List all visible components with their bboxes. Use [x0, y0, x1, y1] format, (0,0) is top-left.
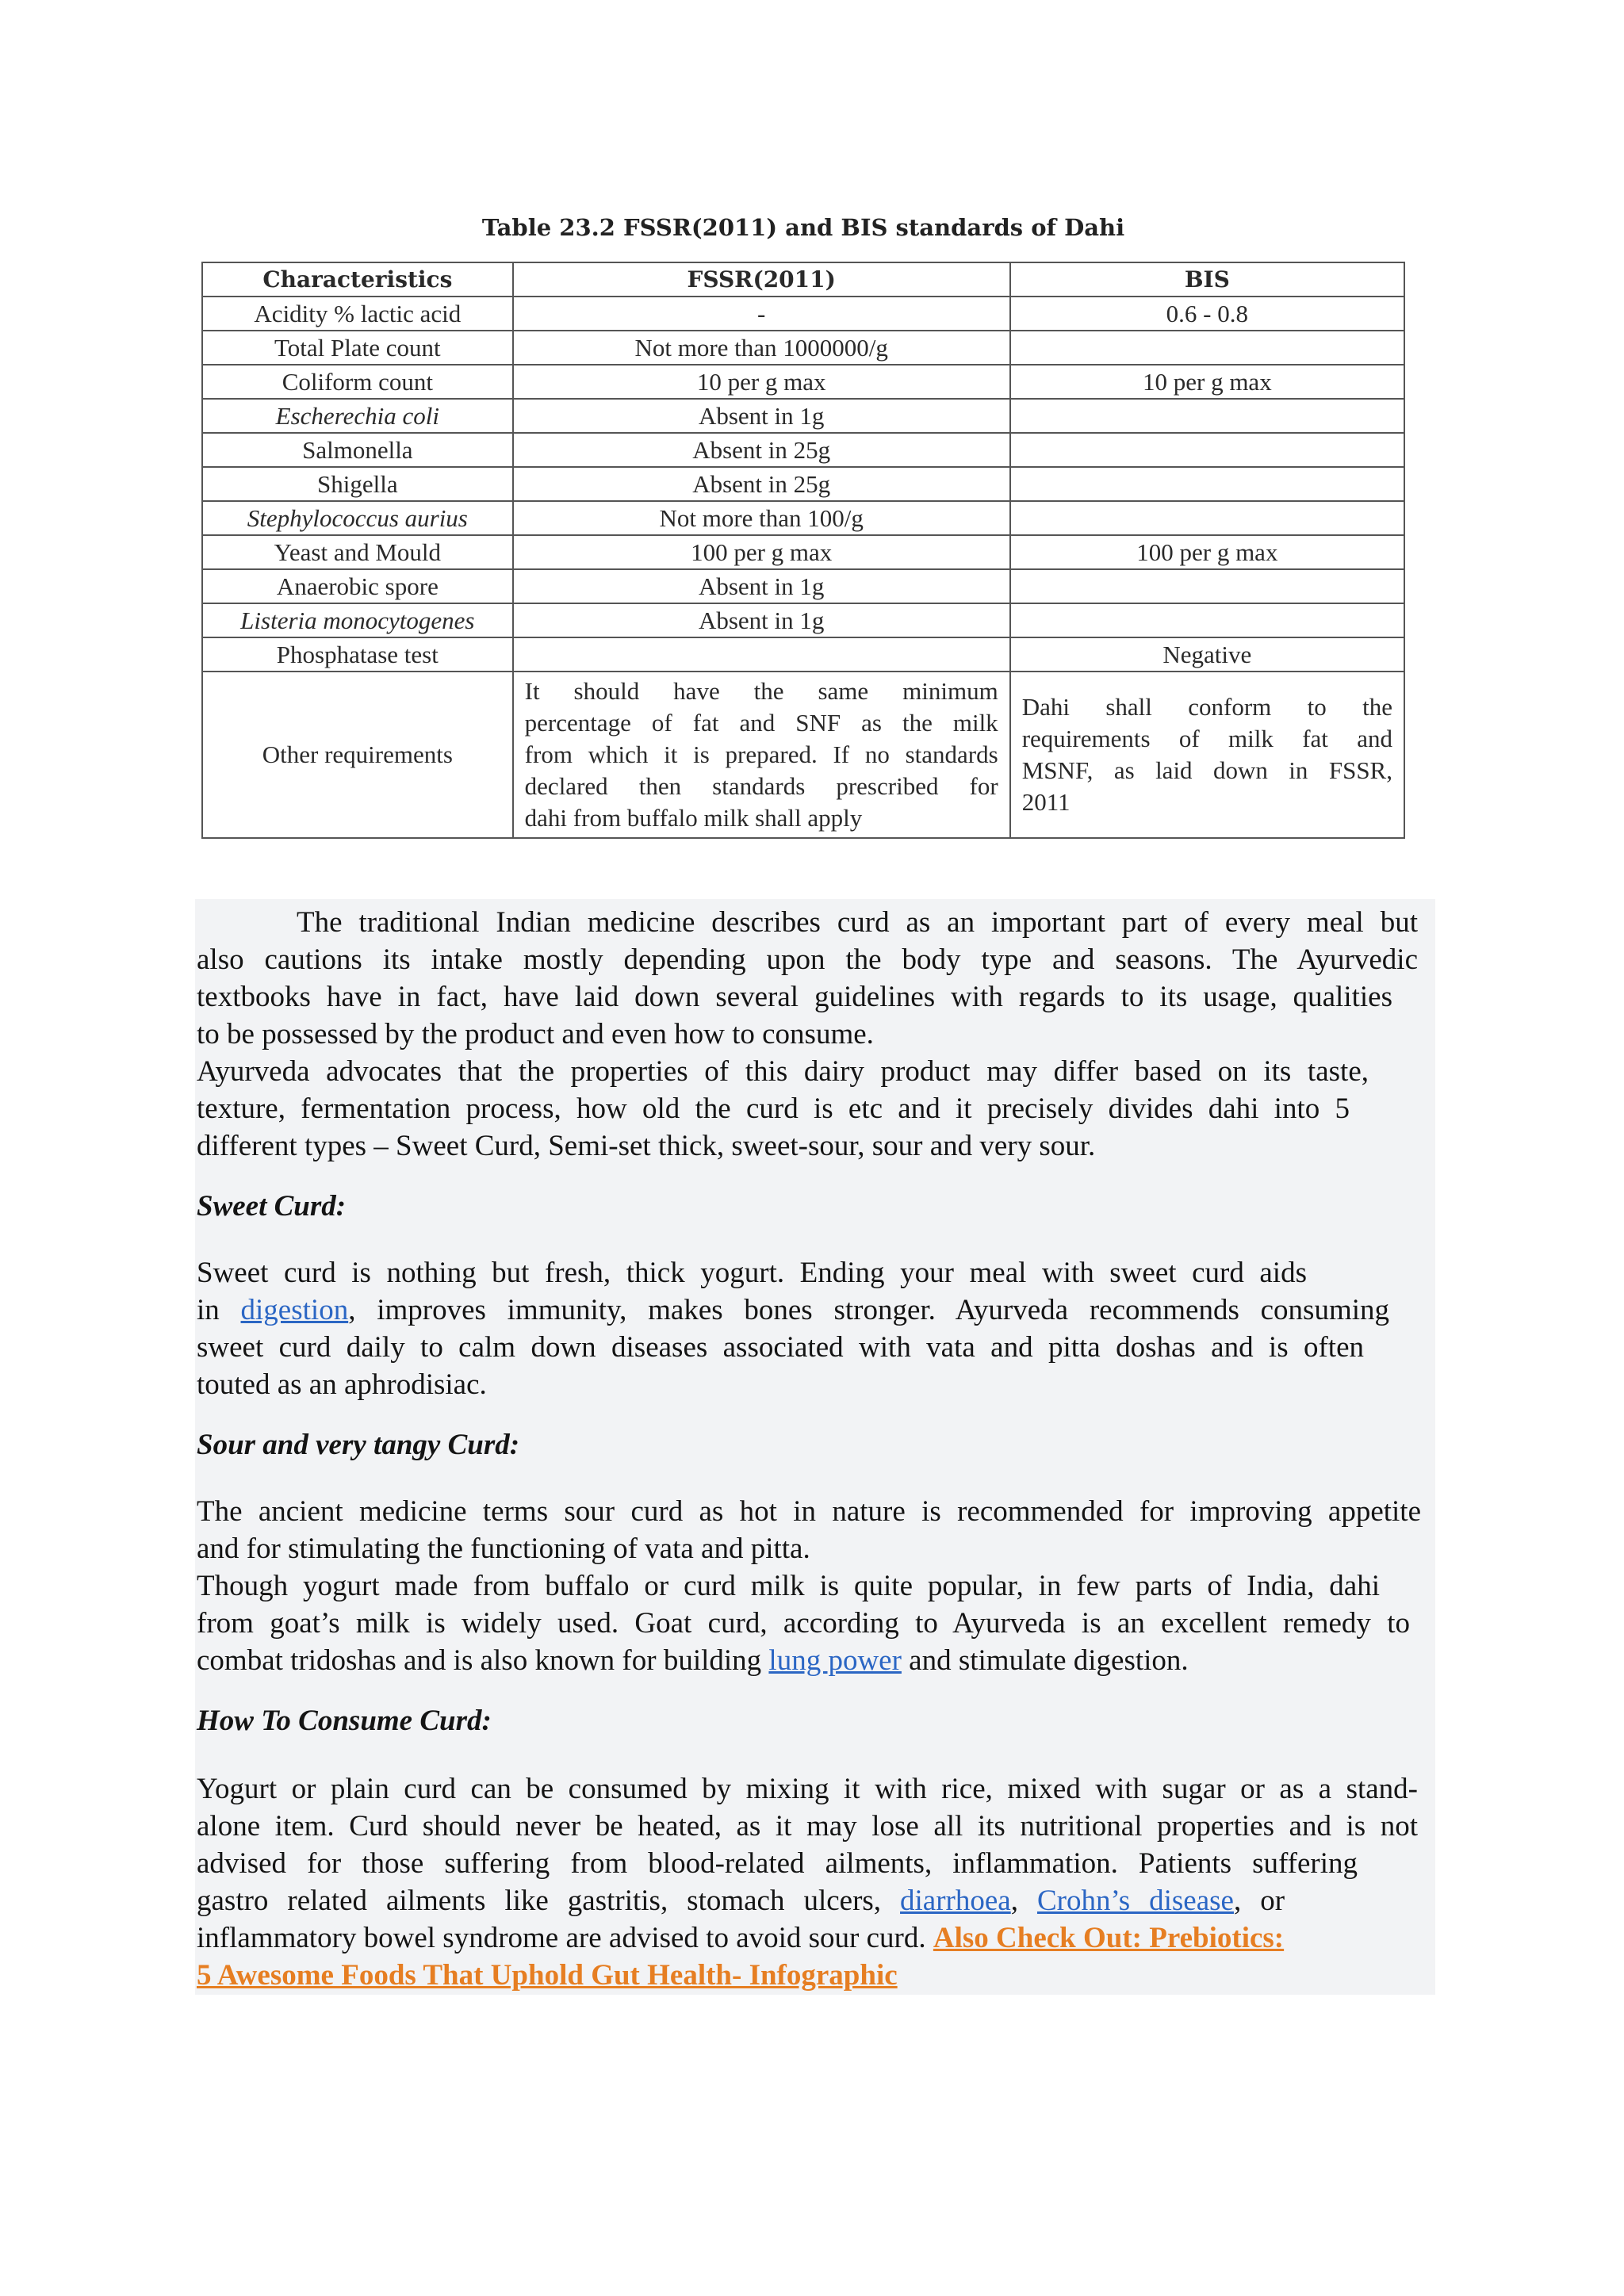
table-row: [202, 467, 1404, 501]
table-row: [202, 399, 1404, 433]
cell-characteristic: Stephylococcus aurius: [202, 501, 513, 535]
cell-bis: [1010, 331, 1404, 365]
fssr-other-line: dahi from buffalo milk shall apply: [524, 804, 863, 832]
cell-characteristic: Other requirements: [202, 672, 513, 838]
paragraph-line: The ancient medicine terms sour curd as hot in nature is recommended for improving appetite: [197, 1495, 1421, 1528]
standards-table: [201, 262, 1405, 839]
paragraph-line: from goat’s milk is widely used. Goat curd, according to Ayurveda is an excellent remedy to: [197, 1607, 1410, 1640]
paragraph-line: also cautions its intake mostly depending upon the body type and seasons. The Ayurvedic: [197, 943, 1418, 976]
table-row: [202, 603, 1404, 637]
cell-fssr: Absent in 25g: [513, 433, 1010, 467]
text-span: inflammatory bowel syndrome are advised to avoid sour curd.: [197, 1922, 933, 1954]
paragraph-line: advised for those suffering from blood-related ailments, inflammation. Patients suffering: [197, 1847, 1358, 1880]
paragraph-line: Ayurveda advocates that the properties of this dairy product may differ based on its taste,: [197, 1055, 1369, 1088]
cell-fssr: Not more than 100/g: [513, 501, 1010, 535]
header-bis: BIS: [1010, 262, 1404, 297]
header-fssr: FSSR(2011): [513, 262, 1010, 297]
fssr-other-line: percentage of fat and SNF as the milk: [524, 709, 998, 737]
paragraph-line: [197, 1642, 1189, 1679]
paragraph-line: [197, 1292, 1389, 1329]
cell-characteristic: Shigella: [202, 467, 513, 501]
text-span: and stimulate digestion.: [901, 1644, 1189, 1677]
cell-fssr: Absent in 25g: [513, 467, 1010, 501]
cell-characteristic: Anaerobic spore: [202, 569, 513, 603]
cell-fssr-other: [513, 672, 1010, 838]
paragraph-line: alone item. Curd should never be heated, as it may lose all its nutritional properties and is not: [197, 1810, 1418, 1843]
text-span: gastro related ailments like gastritis, stomach ulcers,: [197, 1885, 901, 1917]
table-row: [202, 297, 1404, 331]
table-title: Table 23.2 FSSR(2011) and BIS standards of Dahi: [481, 214, 1125, 241]
paragraph-line: texture, fermentation process, how old the curd is etc and it precisely divides dahi into 5: [197, 1093, 1350, 1125]
table-row: [202, 637, 1404, 672]
text-span: in: [197, 1294, 241, 1326]
bis-other-line: MSNF, as laid down in FSSR,: [1021, 756, 1392, 784]
paragraph-line: different types – Sweet Curd, Semi-set thick, sweet-sour, sour and very sour.: [197, 1130, 1096, 1162]
fssr-other-line: It should have the same minimum: [524, 677, 998, 705]
cell-fssr: Not more than 1000000/g: [513, 331, 1010, 365]
cell-characteristic: Total Plate count: [202, 331, 513, 365]
paragraph-line: [197, 1882, 1285, 1919]
cell-characteristic: Yeast and Mould: [202, 535, 513, 569]
paragraph-line: Yogurt or plain curd can be consumed by mixing it with rice, mixed with sugar or as a stand-: [197, 1773, 1418, 1805]
text-span: combat tridoshas and is also known for building: [197, 1644, 769, 1677]
table-row: [202, 365, 1404, 399]
section-heading-how-to-consume: How To Consume Curd:: [197, 1705, 492, 1737]
cell-fssr: Absent in 1g: [513, 569, 1010, 603]
fssr-other-line: from which it is prepared. If no standards: [524, 740, 998, 768]
cell-bis: [1010, 399, 1404, 433]
table-row: [202, 331, 1404, 365]
cell-fssr: [513, 637, 1010, 672]
digestion-link[interactable]: digestion: [240, 1294, 349, 1326]
cell-characteristic: Coliform count: [202, 365, 513, 399]
cell-characteristic: Salmonella: [202, 433, 513, 467]
paragraph-line: to be possessed by the product and even how to consume.: [197, 1018, 874, 1050]
fssr-other-line: declared then standards prescribed for: [524, 772, 998, 800]
paragraph-line: textbooks have in fact, have laid down several guidelines with regards to its usage, qualities: [197, 981, 1392, 1013]
table-header-row: [202, 262, 1404, 297]
table-row-other-requirements: [202, 672, 1404, 838]
cell-fssr: -: [513, 297, 1010, 331]
table-row: [202, 501, 1404, 535]
paragraph-line: Though yogurt made from buffalo or curd milk is quite popular, in few parts of India, dahi: [197, 1570, 1380, 1602]
cell-characteristic: Listeria monocytogenes: [202, 603, 513, 637]
section-heading-sour-curd: Sour and very tangy Curd:: [197, 1429, 520, 1461]
gut-health-infographic-link[interactable]: 5 Awesome Foods That Uphold Gut Health- Infographic: [197, 1959, 898, 1992]
cell-bis: [1010, 501, 1404, 535]
paragraph-line: and for stimulating the functioning of vata and pitta.: [197, 1533, 810, 1565]
cell-bis: [1010, 433, 1404, 467]
cell-characteristic: Acidity % lactic acid: [202, 297, 513, 331]
bis-other-line: 2011: [1021, 788, 1071, 816]
text-span: , improves immunity, makes bones stronger. Ayurveda recommends consuming: [348, 1294, 1390, 1326]
cell-bis-other: [1010, 672, 1404, 838]
cell-bis: 10 per g max: [1010, 365, 1404, 399]
crohns-disease-link[interactable]: Crohn’s disease: [1036, 1885, 1234, 1917]
text-span: ,: [1010, 1885, 1037, 1917]
paragraph-line: sweet curd daily to calm down diseases associated with vata and pitta doshas and is often: [197, 1331, 1364, 1364]
diarrhoea-link[interactable]: diarrhoea: [900, 1885, 1011, 1917]
cell-bis: 0.6 - 0.8: [1010, 297, 1404, 331]
cell-fssr: Absent in 1g: [513, 603, 1010, 637]
cell-fssr: 10 per g max: [513, 365, 1010, 399]
paragraph-line: touted as an aphrodisiac.: [197, 1368, 487, 1401]
cell-fssr: 100 per g max: [513, 535, 1010, 569]
paragraph-line: The traditional Indian medicine describes curd as an important part of every meal but: [297, 906, 1418, 939]
paragraph-line: [197, 1957, 898, 1994]
cell-bis: Negative: [1010, 637, 1404, 672]
cell-bis: [1010, 467, 1404, 501]
article-text-block: [195, 899, 1435, 1995]
paragraph-line: [197, 1919, 1284, 1957]
cell-characteristic: Escherechia coli: [202, 399, 513, 433]
section-heading-sweet-curd: Sweet Curd:: [197, 1190, 347, 1223]
lung-power-link[interactable]: lung power: [768, 1644, 902, 1677]
bis-other-line: requirements of milk fat and: [1021, 725, 1392, 752]
table-row: [202, 433, 1404, 467]
cell-fssr: Absent in 1g: [513, 399, 1010, 433]
bis-other-line: Dahi shall conform to the: [1021, 693, 1392, 721]
cell-bis: 100 per g max: [1010, 535, 1404, 569]
table-row: [202, 569, 1404, 603]
header-characteristics: Characteristics: [202, 262, 513, 297]
cell-characteristic: Phosphatase test: [202, 637, 513, 672]
also-check-out-link[interactable]: Also Check Out: Prebiotics:: [933, 1922, 1285, 1954]
table-row: [202, 535, 1404, 569]
text-span: , or: [1233, 1885, 1285, 1917]
cell-bis: [1010, 603, 1404, 637]
paragraph-line: Sweet curd is nothing but fresh, thick yogurt. Ending your meal with sweet curd aids: [197, 1257, 1307, 1289]
cell-bis: [1010, 569, 1404, 603]
